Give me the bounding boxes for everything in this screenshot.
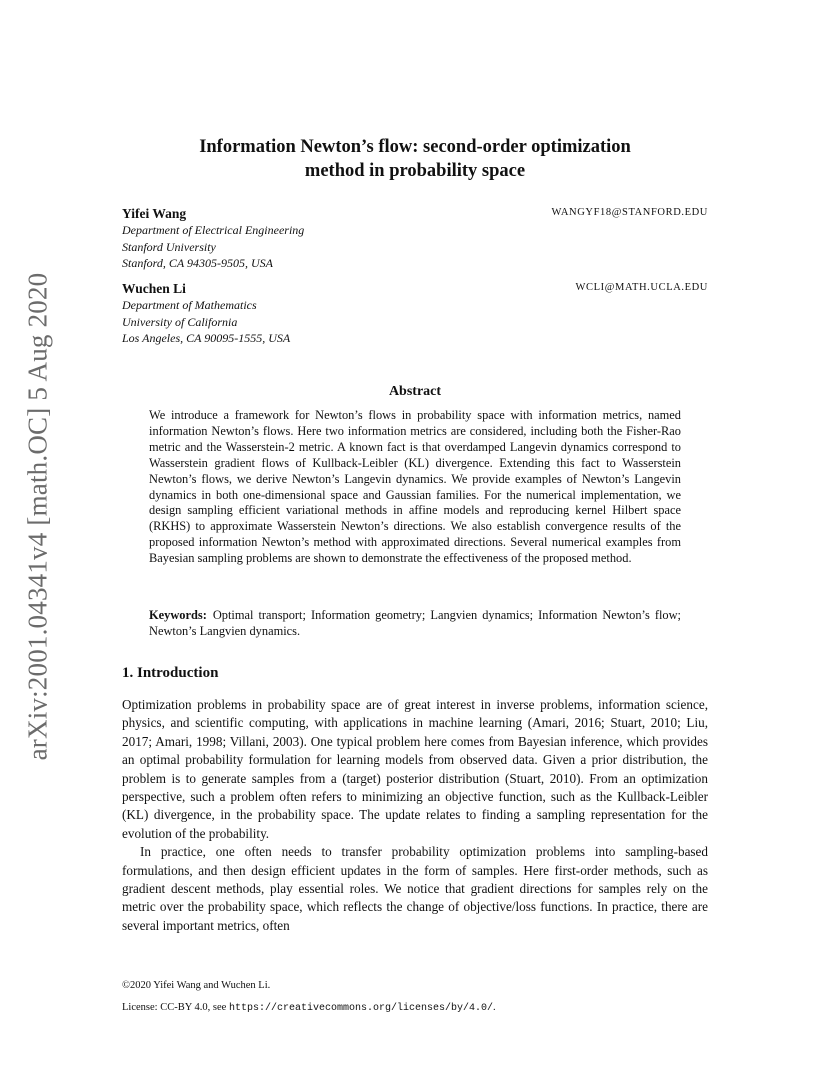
title-line-2: method in probability space (304, 161, 526, 181)
paragraph: In practice, one often needs to transfer probability optimization problems into sampling-based formulations, and then design efficient updates in the form of samples. Here first-order methods, such as gradient descent methods, play essential roles. We notice that gradient directions for samples rely on the metric over the probability space, which reflects the change of objective/loss functions. In practice, there are several important metrics, often (122, 844, 708, 933)
arxiv-identifier: arXiv:2001.04341v4 [math.OC] 5 Aug 2020 (22, 272, 53, 760)
author-email[interactable]: WANGYF18@STANFORD.EDU (551, 207, 708, 218)
author-block-1 (122, 205, 708, 272)
author-affiliation-line: Stanford, CA 94305-9505, USA (122, 256, 274, 270)
paper-title (122, 135, 708, 183)
keywords-text: Optimal transport; Information geometry; Langvien dynamics; Information Newton’s flow; Newton’s Langvien dynamics. (149, 608, 681, 638)
author-affiliation-line: Los Angeles, CA 90095-1555, USA (122, 331, 291, 345)
keywords (149, 607, 681, 639)
arxiv-side-stamp (14, 266, 62, 766)
title-line-1: Information Newton’s flow: second-order optimization (199, 137, 631, 157)
author-name: Wuchen Li (122, 281, 186, 296)
author-name: Yifei Wang (122, 206, 187, 221)
author-block-2 (122, 280, 708, 347)
author-affiliation-line: Department of Electrical Engineering (122, 223, 305, 237)
introduction-body (122, 696, 708, 935)
paragraph: Optimization problems in probability space are of great interest in inverse problems, information science, physics, and scientific computing, with applications in machine learning (Amari, 2016; Stuart, 2010; Liu, 2017; Amari, 1998; Villani, 2003). One typical problem here comes from Bayesian inference, which provides an optimal probability formulation for learning models from observed data. Given a prior distribution, the problem is to generate samples from a (target) posterior distribution (Stuart, 2010). From an optimization perspective, such a problem often refers to minimizing an objective function, such as the Kullback-Leibler (KL) divergence, in the probability space. The update relates to finding a sampling representation for the evolution of the probability. (122, 697, 708, 841)
license-note (122, 1002, 708, 1014)
abstract-text: We introduce a framework for Newton’s flows in probability space with information metrics, named information Newton’s flows. Here two information metrics are considered, including both the Fisher-Rao metric and the Wasserstein-2 metric. A known fact is that overdamped Langevin dynamics correspond to Wasserstein gradient flows of Kullback-Leibler (KL) divergence. Extending this fact to Wasserstein Newton’s flows, we derive Newton’s Langevin dynamics. We provide examples of Newton’s Langevin dynamics in both one-dimensional space and Gaussian families. For the numerical implementation, we design sampling efficient variational methods in affine models and reproducing kernel Hilbert space (RKHS) to approximate Wasserstein Newton’s directions. We also establish convergence results of the proposed information Newton’s method with approximated directions. Several numerical examples from Bayesian sampling problems are shown to demonstrate the effectiveness of the proposed method. (149, 408, 681, 566)
author-email[interactable]: WCLI@MATH.UCLA.EDU (575, 282, 708, 293)
author-affiliation-line: Department of Mathematics (122, 298, 257, 312)
section-heading-introduction: 1. Introduction (122, 665, 219, 681)
abstract-heading: Abstract (388, 384, 442, 399)
author-affiliation-line: Stanford University (122, 239, 216, 254)
license-link[interactable]: https://creativecommons.org/licenses/by/4.0/ (228, 1003, 493, 1014)
keywords-label: Keywords: (149, 608, 207, 622)
license-suffix: . (492, 1002, 496, 1013)
copyright-note: ©2020 Yifei Wang and Wuchen Li. (122, 980, 271, 991)
license-prefix: License: CC-BY 4.0, see (122, 1002, 229, 1013)
author-affiliation-line: University of California (122, 314, 238, 329)
